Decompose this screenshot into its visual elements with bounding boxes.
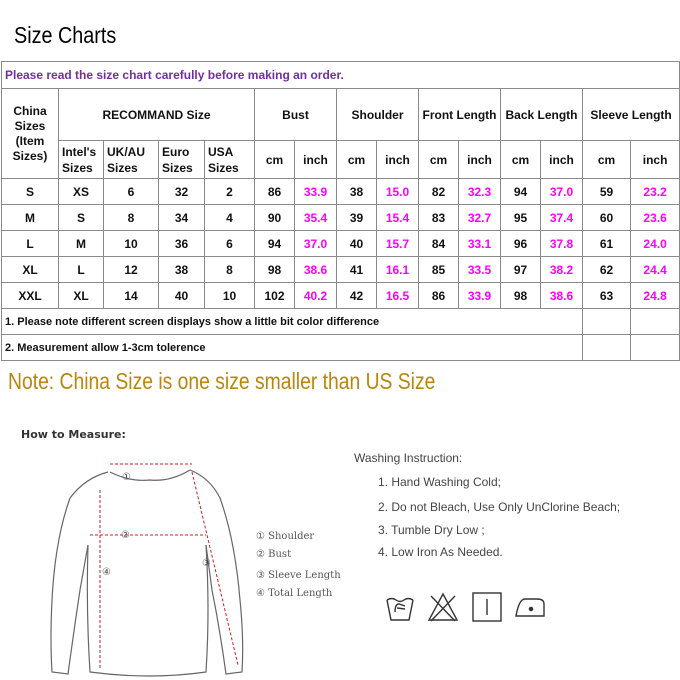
china-sizes-header: China Sizes (Item Sizes) [2, 89, 59, 179]
back-cm-header: cm [501, 141, 541, 179]
back-cm-cell: 98 [501, 283, 541, 309]
note-2: 2. Measurement allow 1-3cm tolerence [2, 335, 583, 361]
intel-size-cell: M [59, 231, 104, 257]
marker-1: ① [122, 472, 131, 483]
bust-inch-cell: 40.2 [295, 283, 337, 309]
intel-size-cell: XL [59, 283, 104, 309]
bust-header: Bust [255, 89, 337, 141]
euro-sizes-header: Euro Sizes [159, 141, 205, 179]
bust-cm-cell: 86 [255, 179, 295, 205]
front-cm-cell: 83 [419, 205, 459, 231]
china-size-cell: L [2, 231, 59, 257]
sleeve-inch-header: inch [631, 141, 680, 179]
front-inch-cell: 32.7 [459, 205, 501, 231]
back-length-header: Back Length [501, 89, 583, 141]
how-to-measure-title: How to Measure: [21, 428, 126, 441]
front-inch-header: inch [459, 141, 501, 179]
back-cm-cell: 94 [501, 179, 541, 205]
sleeve-inch-cell: 23.2 [631, 179, 680, 205]
shirt-diagram [40, 450, 250, 680]
ukau-size-cell: 8 [104, 205, 159, 231]
front-cm-cell: 84 [419, 231, 459, 257]
front-cm-cell: 85 [419, 257, 459, 283]
marker-4: ④ [102, 567, 111, 578]
marker-2: ② [121, 530, 130, 541]
euro-size-cell: 34 [159, 205, 205, 231]
washing-item-2: 2. Do not Bleach, Use Only UnClorine Beach; [378, 500, 621, 514]
sleeve-inch-cell: 23.6 [631, 205, 680, 231]
ukau-size-cell: 10 [104, 231, 159, 257]
bust-inch-cell: 33.9 [295, 179, 337, 205]
shoulder-inch-cell: 16.5 [377, 283, 419, 309]
usa-size-cell: 6 [205, 231, 255, 257]
page-title: Size Charts [14, 22, 117, 48]
back-inch-cell: 38.2 [541, 257, 583, 283]
front-inch-cell: 32.3 [459, 179, 501, 205]
china-size-cell: XXL [2, 283, 59, 309]
sleeve-cm-cell: 60 [583, 205, 631, 231]
low-iron-icon [513, 590, 547, 624]
marker-3: ③ [202, 558, 211, 569]
sleeve-cm-cell: 59 [583, 179, 631, 205]
intel-size-cell: S [59, 205, 104, 231]
china-size-cell: M [2, 205, 59, 231]
shoulder-header: Shoulder [337, 89, 419, 141]
no-bleach-icon [426, 590, 460, 624]
china-size-note: Note: China Size is one size smaller than US Size [8, 368, 436, 394]
bust-cm-cell: 94 [255, 231, 295, 257]
euro-size-cell: 40 [159, 283, 205, 309]
front-length-header: Front Length [419, 89, 501, 141]
sleeve-length-header: Sleeve Length [583, 89, 680, 141]
bust-inch-cell: 38.6 [295, 257, 337, 283]
front-cm-cell: 82 [419, 179, 459, 205]
sleeve-cm-cell: 61 [583, 231, 631, 257]
sleeve-inch-cell: 24.0 [631, 231, 680, 257]
washing-item-4: 4. Low Iron As Needed. [378, 545, 503, 559]
sleeve-cm-cell: 62 [583, 257, 631, 283]
washing-title: Washing Instruction: [354, 451, 463, 465]
sleeve-inch-cell: 24.4 [631, 257, 680, 283]
table-row [2, 231, 680, 257]
usa-size-cell: 8 [205, 257, 255, 283]
bust-cm-cell: 98 [255, 257, 295, 283]
intel-size-cell: XS [59, 179, 104, 205]
back-cm-cell: 97 [501, 257, 541, 283]
ukau-size-cell: 6 [104, 179, 159, 205]
usa-size-cell: 4 [205, 205, 255, 231]
usa-size-cell: 10 [205, 283, 255, 309]
bust-cm-header: cm [255, 141, 295, 179]
front-inch-cell: 33.9 [459, 283, 501, 309]
sleeve-inch-cell: 24.8 [631, 283, 680, 309]
bust-cm-cell: 90 [255, 205, 295, 231]
shoulder-inch-cell: 15.4 [377, 205, 419, 231]
shoulder-inch-cell: 16.1 [377, 257, 419, 283]
table-row [2, 283, 680, 309]
tumble-dry-icon [470, 590, 504, 624]
back-inch-cell: 37.4 [541, 205, 583, 231]
bust-cm-cell: 102 [255, 283, 295, 309]
sleeve-measure-line [192, 472, 238, 665]
euro-size-cell: 38 [159, 257, 205, 283]
usa-size-cell: 2 [205, 179, 255, 205]
shoulder-cm-cell: 40 [337, 231, 377, 257]
front-cm-cell: 86 [419, 283, 459, 309]
shoulder-cm-cell: 39 [337, 205, 377, 231]
euro-size-cell: 32 [159, 179, 205, 205]
legend-shoulder: ① Shoulder [256, 531, 315, 542]
table-row [2, 179, 680, 205]
bust-inch-cell: 35.4 [295, 205, 337, 231]
bust-inch-cell: 37.0 [295, 231, 337, 257]
shoulder-inch-cell: 15.0 [377, 179, 419, 205]
front-cm-header: cm [419, 141, 459, 179]
back-inch-cell: 37.8 [541, 231, 583, 257]
table-row [2, 205, 680, 231]
ukau-size-cell: 14 [104, 283, 159, 309]
shoulder-cm-header: cm [337, 141, 377, 179]
washing-item-3: 3. Tumble Dry Low ; [378, 523, 485, 537]
recommand-size-header: RECOMMAND Size [59, 89, 255, 141]
euro-size-cell: 36 [159, 231, 205, 257]
back-cm-cell: 96 [501, 231, 541, 257]
china-size-cell: S [2, 179, 59, 205]
legend-total-length: ④ Total Length [256, 588, 333, 599]
shoulder-cm-cell: 38 [337, 179, 377, 205]
back-inch-cell: 38.6 [541, 283, 583, 309]
usa-sizes-header: USA Sizes [205, 141, 255, 179]
hand-wash-icon [383, 590, 417, 624]
table-row [2, 257, 680, 283]
back-inch-cell: 37.0 [541, 179, 583, 205]
legend-bust: ② Bust [256, 549, 292, 560]
sleeve-cm-header: cm [583, 141, 631, 179]
size-chart-table [1, 61, 680, 361]
bust-inch-header: inch [295, 141, 337, 179]
front-inch-cell: 33.5 [459, 257, 501, 283]
shoulder-cm-cell: 42 [337, 283, 377, 309]
shoulder-inch-header: inch [377, 141, 419, 179]
note-1: 1. Please note different screen displays show a little bit color difference [2, 309, 583, 335]
intel-size-cell: L [59, 257, 104, 283]
ukau-size-cell: 12 [104, 257, 159, 283]
shoulder-inch-cell: 15.7 [377, 231, 419, 257]
back-inch-header: inch [541, 141, 583, 179]
shoulder-cm-cell: 41 [337, 257, 377, 283]
notice-text: Please read the size chart carefully before making an order. [2, 62, 680, 89]
legend-sleeve-length: ③ Sleeve Length [256, 570, 341, 581]
back-cm-cell: 95 [501, 205, 541, 231]
intel-sizes-header: Intel's Sizes [59, 141, 104, 179]
ukau-sizes-header: UK/AU Sizes [104, 141, 159, 179]
front-inch-cell: 33.1 [459, 231, 501, 257]
washing-item-1: 1. Hand Washing Cold; [378, 475, 501, 489]
china-size-cell: XL [2, 257, 59, 283]
sleeve-cm-cell: 63 [583, 283, 631, 309]
